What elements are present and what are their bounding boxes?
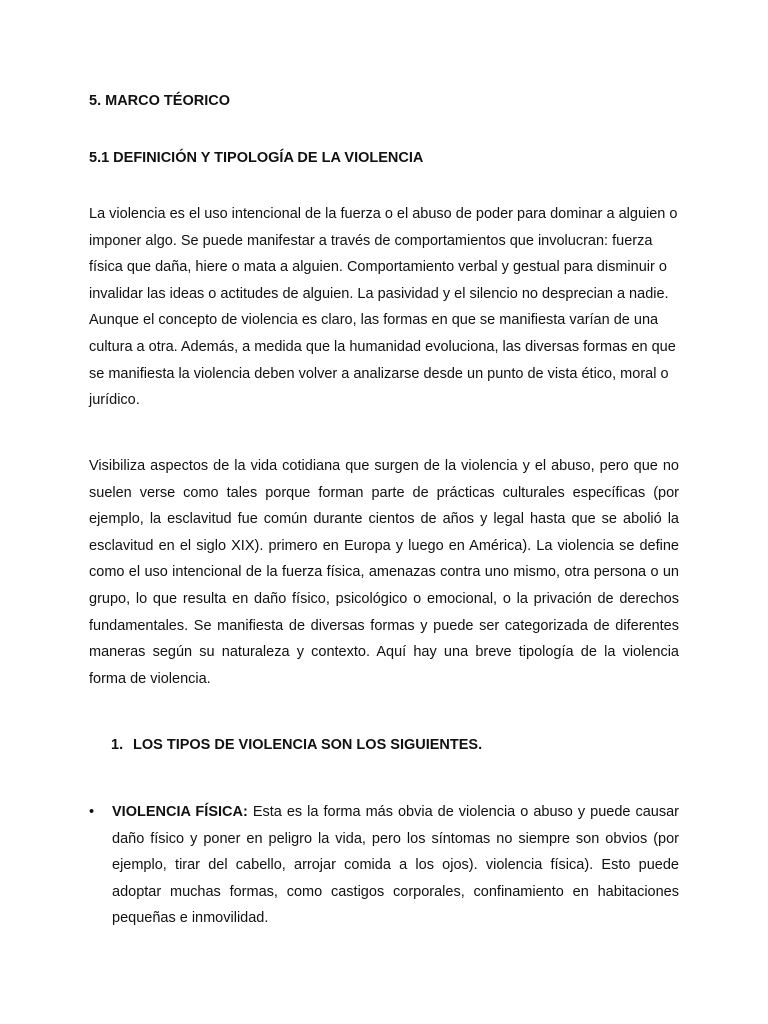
subsection-title: 5.1 DEFINICIÓN Y TIPOLOGÍA DE LA VIOLENCIA (89, 150, 424, 166)
bullet-description: Esta es la forma más obvia de violencia o abuso y puede causar daño físico y poner en peligro la vida, pero los síntomas no siempre son obvios (por ejemplo, tirar del cabello, arrojar comida a los ojos). violencia física). Esto puede adoptar muchas formas, como castigos corporales, confinamiento en habitaciones pequeñas e inmovilidad. (112, 804, 679, 927)
list-heading-text: LOS TIPOS DE VIOLENCIA SON LOS SIGUIENTES. (133, 737, 483, 753)
paragraph-visibility: Visibiliza aspectos de la vida cotidiana que surgen de la violencia y el abuso, pero que no suelen verse como tales porque forman parte de prácticas culturales específicas (por ejemplo, la esclavitud fue común durante cientos de años y legal hasta que se abolió la esclavitud en el siglo XIX). primero en Europa y luego en América). La violencia se define como el uso intencional de la fuerza física, amenazas contra uno mismo, otra persona o un grupo, lo que resulta en daño físico, psicológico o emocional, o la privación de derechos fundamentales. Se manifiesta de diversas formas y puede ser categorizada de diferentes maneras según su naturaleza y contexto. Aquí hay una breve tipología de la violencia forma de violencia. (89, 458, 679, 687)
bullet-icon: • (89, 804, 95, 820)
bullet-term: VIOLENCIA FÍSICA: (112, 804, 248, 820)
paragraph-definition: La violencia es el uso intencional de la fuerza o el abuso de poder para dominar a alguien o imponer algo. Se puede manifestar a través de comportamientos que involucran: fuerza física que daña, hiere o mata a alguien. Comportamiento verbal y gestual para disminuir o invalidar las ideas o actitudes de alguien. La pasividad y el silencio no desprecian a nadie. Aunque el concepto de violencia es claro, las formas en que se manifiesta varían de una cultura a otra. Además, a medida que la humanidad evoluciona, las diversas formas en que se manifiesta la violencia deben volver a analizarse desde un punto de vista ético, moral o jurídico. (89, 206, 678, 409)
list-number: 1. (111, 737, 124, 753)
section-title: 5. MARCO TÉORICO (89, 93, 230, 109)
bullet-text (112, 799, 679, 932)
numbered-list-heading (111, 736, 482, 754)
